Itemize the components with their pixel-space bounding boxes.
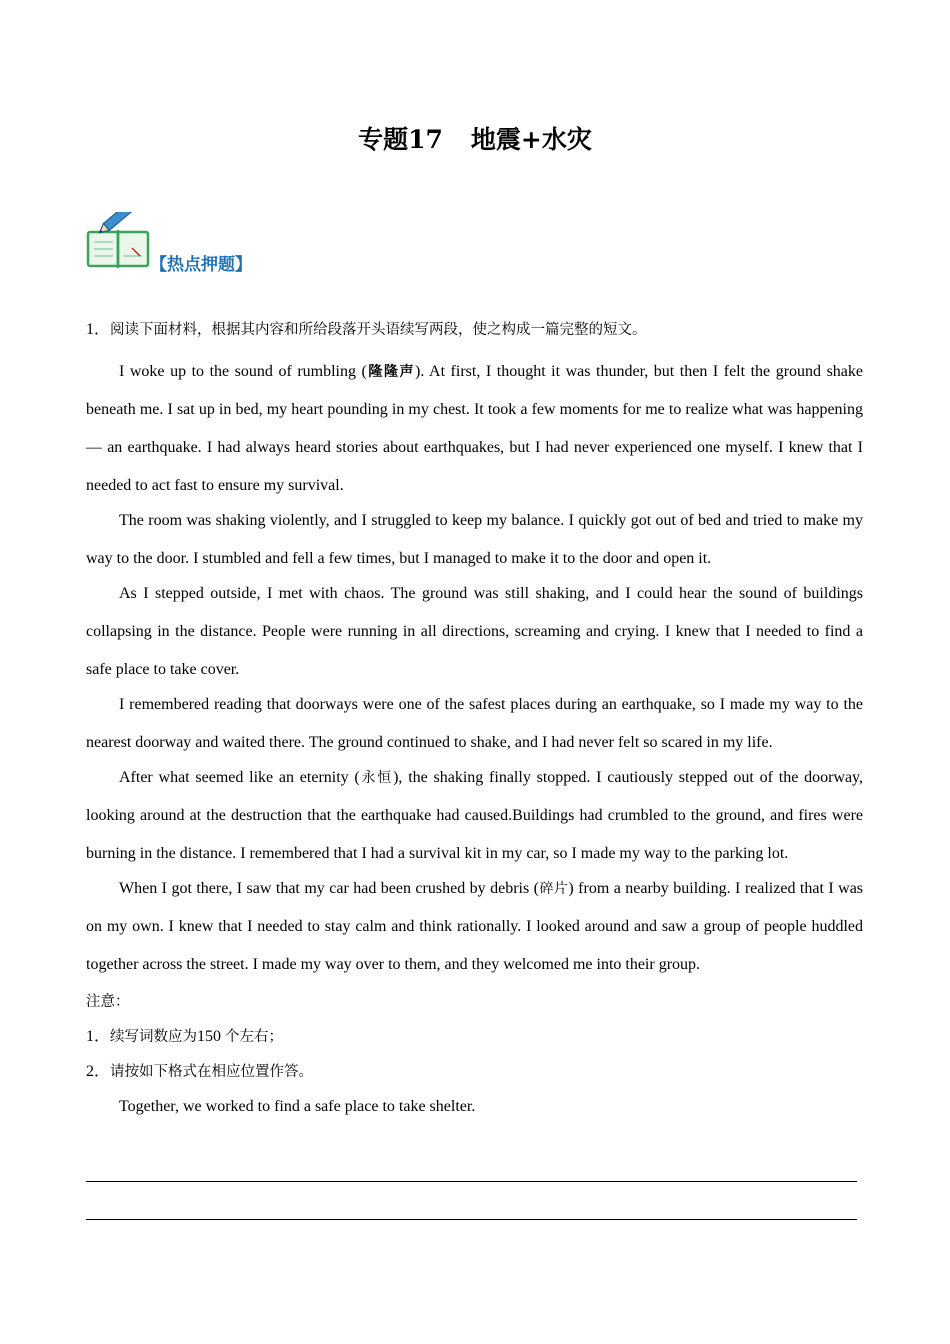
section-label: 【热点押题】 [150,255,252,275]
answer-line-1[interactable] [86,1181,857,1182]
question-number: 1． [86,321,111,338]
note-2: 2．请按如下格式在相应位置作答。 [86,1063,314,1080]
notes-heading: 注意： [86,994,130,1010]
gloss-eternity: 永恒 [359,770,394,786]
continuation-opening-sentence: Together, we worked to find a safe place to take shelter. [119,1098,476,1115]
question-content [86,318,863,1119]
answer-line-2[interactable] [86,1219,857,1220]
passage-paragraph-1: I woke up to the sound of rumbling (隆隆声). At first, I thought it was thunder, but then I felt the ground shake beneath me. I sat up in bed, my heart pounding in my chest. It took a few moments for me to realize what was happening — an earthquake. I had always heard stories about earthquakes, but I had never experienced one myself. I knew that I needed to act fast to ensure my survival. [86,363,864,494]
gloss-rumbling: 隆隆声 [366,364,416,380]
passage-paragraph-6: When I got there, I saw that my car had been crushed by debris (碎片) from a nearby building. I realized that I was on my own. I knew that I needed to stay calm and think rationally. I looked around and saw a group of people huddled together across the street. I made my way over to them, and they welcomed me into their group. [86,880,864,973]
passage-paragraph-4: I remembered reading that doorways were one of the safest places during an earthquake, so I made my way to the nearest doorway and waited there. The ground continued to shake, and I had never felt so scared in my life. [86,696,863,751]
question-instruction [86,318,863,342]
passage-paragraph-2: The room was shaking violently, and I struggled to keep my balance. I quickly got out of bed and tried to make my way to the door. I stumbled and fell a few times, but I managed to make it to the door and open it. [86,512,863,567]
note-1: 1．续写词数应为150 个左右； [86,1028,284,1045]
passage-paragraph-5: After what seemed like an eternity (永恒), the shaking finally stopped. I cautiously stepped out of the doorway, looking around at the destruction that the earthquake had caused.Buildings had crumbled to the ground, and fires were burning in the distance. I remembered that I had a survival kit in my car, so I made my way to the parking lot. [86,769,864,862]
title-subject: 地震+水灾 [470,125,592,154]
gloss-debris: 碎片 [539,881,569,897]
book-pencil-icon [86,212,152,270]
passage-paragraph-3: As I stepped outside, I met with chaos. The ground was still shaking, and I could hear the sound of buildings collapsing in the distance. People were running in all directions, screaming and crying. I knew that I needed to find a safe place to take cover. [86,585,863,678]
page-title [0,120,950,156]
title-topic: 专题17 [358,125,443,154]
instruction-text: 阅读下面材料，根据其内容和所给段落开头语续写两段，使之构成一篇完整的短文。 [110,322,647,338]
section-header [86,212,386,275]
